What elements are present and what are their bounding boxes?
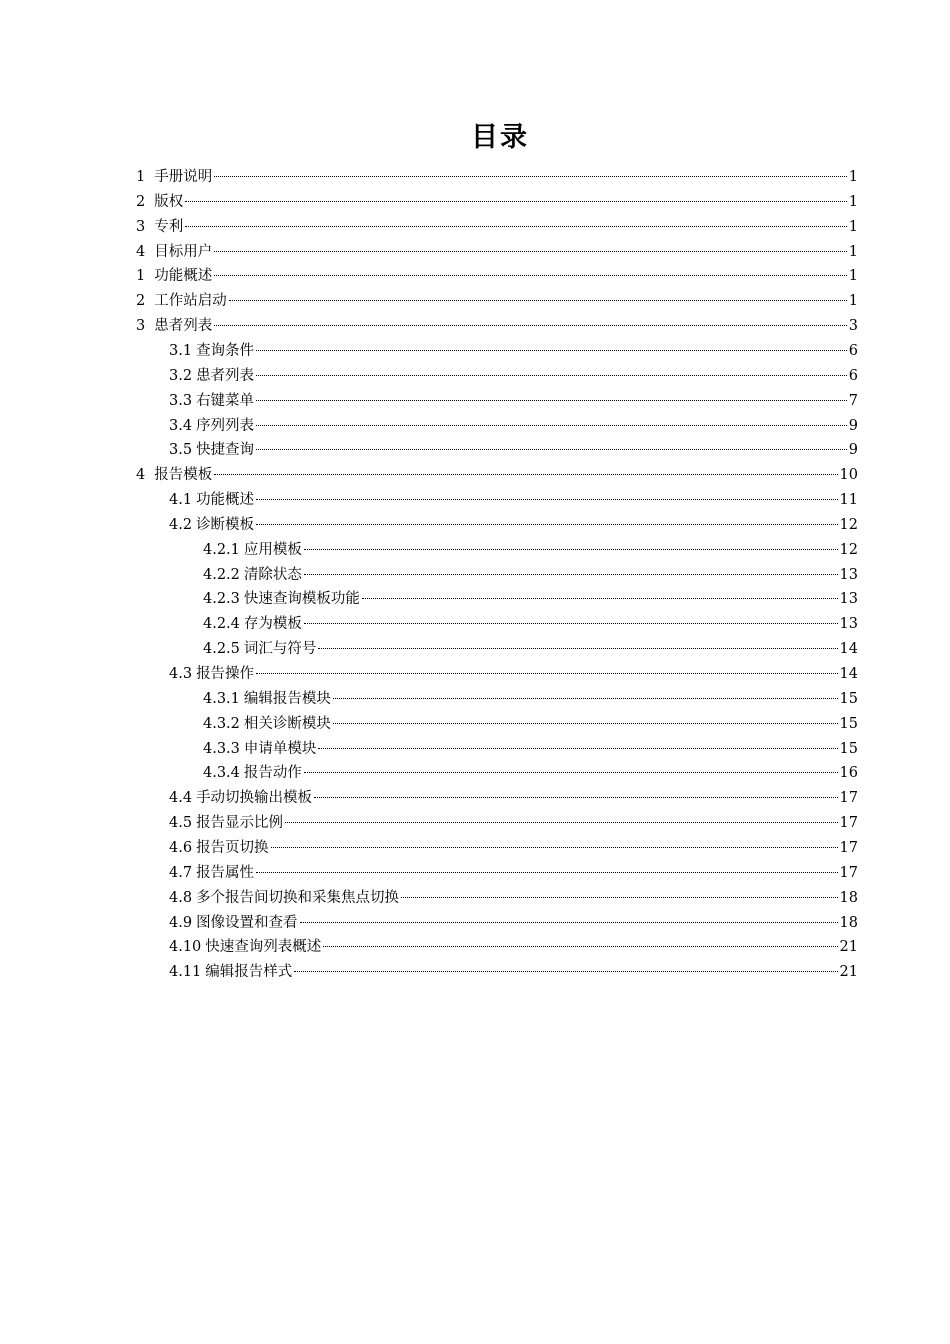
toc-entry-label: 报告操作	[196, 666, 255, 682]
toc-entry-number: 4.3.3	[203, 740, 240, 757]
toc-dot-leader	[318, 648, 837, 649]
toc-dot-leader	[229, 300, 847, 301]
toc-entry-page-number: 6	[848, 367, 858, 384]
toc-entry-page-number: 21	[839, 964, 858, 981]
toc-entry[interactable]	[203, 761, 858, 786]
toc-entry[interactable]	[169, 513, 858, 538]
toc-entry-number: 4.2.5	[203, 641, 240, 658]
toc-dot-leader	[318, 748, 837, 749]
toc-entry-number: 3	[136, 218, 146, 235]
toc-entry-page-number: 17	[839, 790, 858, 807]
toc-entry-label: 查询条件	[196, 342, 255, 359]
toc-dot-leader	[333, 698, 838, 699]
toc-entry-label: 患者列表	[196, 367, 255, 384]
page-title: 目录	[471, 122, 529, 153]
toc-entry[interactable]	[169, 339, 858, 364]
toc-entry-number: 4.7	[169, 864, 193, 881]
toc-entry-number: 4.8	[169, 889, 193, 906]
toc-entry-page-number: 1	[848, 243, 858, 260]
toc-entry-number: 4	[136, 243, 146, 260]
toc-entry-number: 4.5	[169, 815, 193, 832]
toc-entry[interactable]	[203, 587, 858, 612]
toc-entry[interactable]	[169, 389, 858, 414]
toc-entry-label: 诊断模板	[196, 516, 255, 533]
toc-entry-number: 3.4	[169, 417, 193, 434]
toc-entry-label: 快速查询模板功能	[243, 591, 360, 608]
toc-dot-leader	[362, 598, 838, 599]
toc-entry-number: 4.3.1	[203, 690, 240, 707]
toc-entry-label: 功能概述	[154, 268, 213, 285]
toc-dot-leader	[333, 723, 838, 724]
toc-entry-label: 相关诊断模块	[243, 715, 331, 732]
toc-entry-number: 4.6	[169, 839, 193, 856]
toc-dot-leader	[304, 549, 838, 550]
toc-dot-leader	[214, 275, 847, 276]
toc-dot-leader	[214, 325, 847, 326]
toc-entry-number: 4.3.4	[203, 765, 240, 782]
toc-entry-number: 2	[136, 293, 146, 310]
toc-entry-page-number: 1	[848, 268, 858, 285]
toc-entry-page-number: 9	[848, 417, 858, 434]
toc-dot-leader	[256, 350, 847, 351]
toc-entry-number: 3.1	[169, 342, 193, 359]
toc-entry-label: 序列列表	[196, 417, 255, 434]
toc-entry-page-number: 1	[848, 169, 858, 185]
toc-dot-leader	[294, 971, 837, 972]
toc-entry-number: 4.11	[169, 964, 202, 981]
toc-entry-label: 图像设置和查看	[196, 914, 298, 931]
toc-entry-label: 编辑报告模块	[243, 690, 331, 707]
toc-entry-number: 3.2	[169, 367, 193, 384]
toc-entry[interactable]	[136, 463, 858, 488]
toc-dot-leader	[300, 922, 838, 923]
toc-entry[interactable]	[136, 314, 858, 339]
toc-entry[interactable]	[169, 911, 858, 936]
toc-entry-page-number: 14	[839, 641, 858, 658]
toc-entry-number: 3	[136, 318, 146, 335]
toc-entry[interactable]	[203, 538, 858, 563]
toc-entry[interactable]	[169, 364, 858, 389]
toc-entry[interactable]	[169, 861, 858, 886]
toc-entry-label: 快捷查询	[196, 442, 255, 459]
toc-entry-number: 3.5	[169, 442, 193, 459]
toc-dot-leader	[185, 226, 847, 227]
toc-entry-label: 工作站启动	[154, 293, 227, 310]
toc-dot-leader	[304, 574, 838, 575]
toc-entry-page-number: 18	[839, 889, 858, 906]
toc-entry-page-number: 17	[839, 839, 858, 856]
toc-entry-label: 手动切换输出模板	[196, 790, 313, 807]
toc-dot-leader	[256, 375, 847, 376]
toc-entry-page-number: 7	[848, 392, 858, 409]
toc-entry-page-number: 15	[839, 690, 858, 707]
toc-entry[interactable]	[169, 886, 858, 911]
toc-dot-leader	[304, 772, 838, 773]
toc-entry-number: 3.3	[169, 392, 193, 409]
toc-entry-label: 专利	[154, 218, 184, 235]
toc-entry-number: 4.1	[169, 492, 193, 509]
toc-entry-label: 功能概述	[196, 492, 255, 509]
toc-entry[interactable]	[169, 414, 858, 439]
toc-entry-label: 报告显示比例	[196, 815, 284, 832]
toc-entry[interactable]	[203, 612, 858, 637]
toc-entry-label: 目标用户	[154, 243, 213, 260]
toc-entry-page-number: 10	[839, 467, 858, 484]
toc-dot-leader	[314, 797, 837, 798]
toc-entry-page-number: 13	[839, 566, 858, 583]
toc-entry-number: 4.4	[169, 790, 193, 807]
toc-dot-leader	[185, 201, 847, 202]
toc-dot-leader	[256, 400, 847, 401]
toc-entry-number: 4.9	[169, 914, 193, 931]
toc-entry-number: 4.10	[169, 939, 202, 956]
toc-entry-label: 应用模板	[243, 541, 302, 558]
toc-dot-leader	[256, 673, 837, 674]
toc-entry-label: 报告属性	[196, 864, 255, 881]
toc-dot-leader	[256, 449, 847, 450]
toc-entry-label: 版权	[154, 193, 184, 210]
toc-entry-page-number: 9	[848, 442, 858, 459]
toc-entry-page-number: 1	[848, 193, 858, 210]
toc-entry-page-number: 16	[839, 765, 858, 782]
toc-entry-label: 编辑报告样式	[205, 964, 293, 981]
toc-dot-leader	[304, 623, 838, 624]
toc-entry-label: 报告模板	[154, 467, 213, 484]
toc-dot-leader	[256, 425, 847, 426]
toc-dot-leader	[256, 872, 837, 873]
toc-entry-page-number: 12	[839, 541, 858, 558]
toc-entry-page-number: 13	[839, 616, 858, 633]
toc-entry-page-number: 6	[848, 342, 858, 359]
toc-entry-page-number: 21	[839, 939, 858, 956]
toc-entry[interactable]	[169, 960, 858, 985]
toc-entry-page-number: 18	[839, 914, 858, 931]
toc-entry-number: 4.2.3	[203, 591, 240, 608]
toc-entry[interactable]	[203, 637, 858, 662]
toc-entry[interactable]	[169, 438, 858, 463]
toc-entry-label: 存为模板	[243, 616, 302, 633]
toc-entry-label: 词汇与符号	[243, 641, 317, 658]
toc-entry-number: 4.2.1	[203, 541, 240, 558]
toc-entry-page-number: 12	[839, 516, 858, 533]
toc-entry-number: 2	[136, 193, 146, 210]
toc-entry-label: 快速查询列表概述	[205, 939, 322, 956]
toc-entry-number: 4.2	[169, 516, 193, 533]
toc-entry[interactable]	[136, 215, 858, 240]
toc-entry-page-number: 11	[839, 492, 858, 509]
toc-entry-number: 1	[136, 169, 146, 185]
toc-entry-number: 4.2.2	[203, 566, 240, 583]
toc-entry-label: 申请单模块	[243, 740, 317, 757]
toc-entry-number: 4.2.4	[203, 616, 240, 633]
toc-entry-number: 1	[136, 268, 146, 285]
toc-entry[interactable]	[203, 712, 858, 737]
toc-entry[interactable]	[169, 786, 858, 811]
toc-entry-page-number: 14	[839, 666, 858, 682]
toc-dot-leader	[401, 897, 837, 898]
toc-entry-label: 手册说明	[154, 169, 213, 185]
toc-entry[interactable]	[136, 264, 858, 289]
toc-dot-leader	[323, 946, 837, 947]
toc-entry[interactable]	[203, 563, 858, 588]
toc-entry[interactable]	[169, 811, 858, 836]
toc-entry[interactable]	[136, 165, 858, 190]
toc-entry-label: 清除状态	[243, 566, 302, 583]
toc-entry-number: 4.3.2	[203, 715, 240, 732]
toc-dot-leader	[256, 524, 837, 525]
toc-entry-label: 报告页切换	[196, 839, 269, 856]
toc-entry-page-number: 1	[848, 293, 858, 310]
toc-entry-number: 4	[136, 467, 146, 484]
toc-entry-page-number: 15	[839, 740, 858, 757]
toc-entry[interactable]	[136, 240, 858, 265]
toc-entry-page-number: 17	[839, 815, 858, 832]
toc-dot-leader	[214, 474, 837, 475]
toc-entry-page-number: 17	[839, 864, 858, 881]
toc-entry[interactable]	[169, 836, 858, 861]
toc-entry-label: 患者列表	[154, 318, 213, 335]
toc-dot-leader	[285, 822, 837, 823]
toc-entry-number: 4.3	[169, 666, 193, 682]
toc-entry-label: 多个报告间切换和采集焦点切换	[196, 889, 400, 906]
toc-dot-leader	[256, 499, 837, 500]
toc-entry[interactable]	[203, 687, 858, 712]
toc-entry[interactable]	[169, 662, 858, 687]
toc-entry[interactable]	[136, 190, 858, 215]
toc-entry[interactable]	[169, 488, 858, 513]
toc-entry[interactable]	[203, 737, 858, 762]
toc-entry-page-number: 1	[848, 218, 858, 235]
toc-entry-label: 右键菜单	[196, 392, 255, 409]
toc-dot-leader	[214, 176, 847, 177]
toc-entry-page-number: 15	[839, 715, 858, 732]
toc-entry-label: 报告动作	[243, 765, 302, 782]
toc-entry-page-number: 3	[848, 318, 858, 335]
toc-dot-leader	[214, 251, 847, 252]
toc-entry[interactable]	[136, 289, 858, 314]
toc-entry-page-number: 13	[839, 591, 858, 608]
toc-dot-leader	[271, 847, 838, 848]
toc-entry[interactable]	[169, 935, 858, 960]
